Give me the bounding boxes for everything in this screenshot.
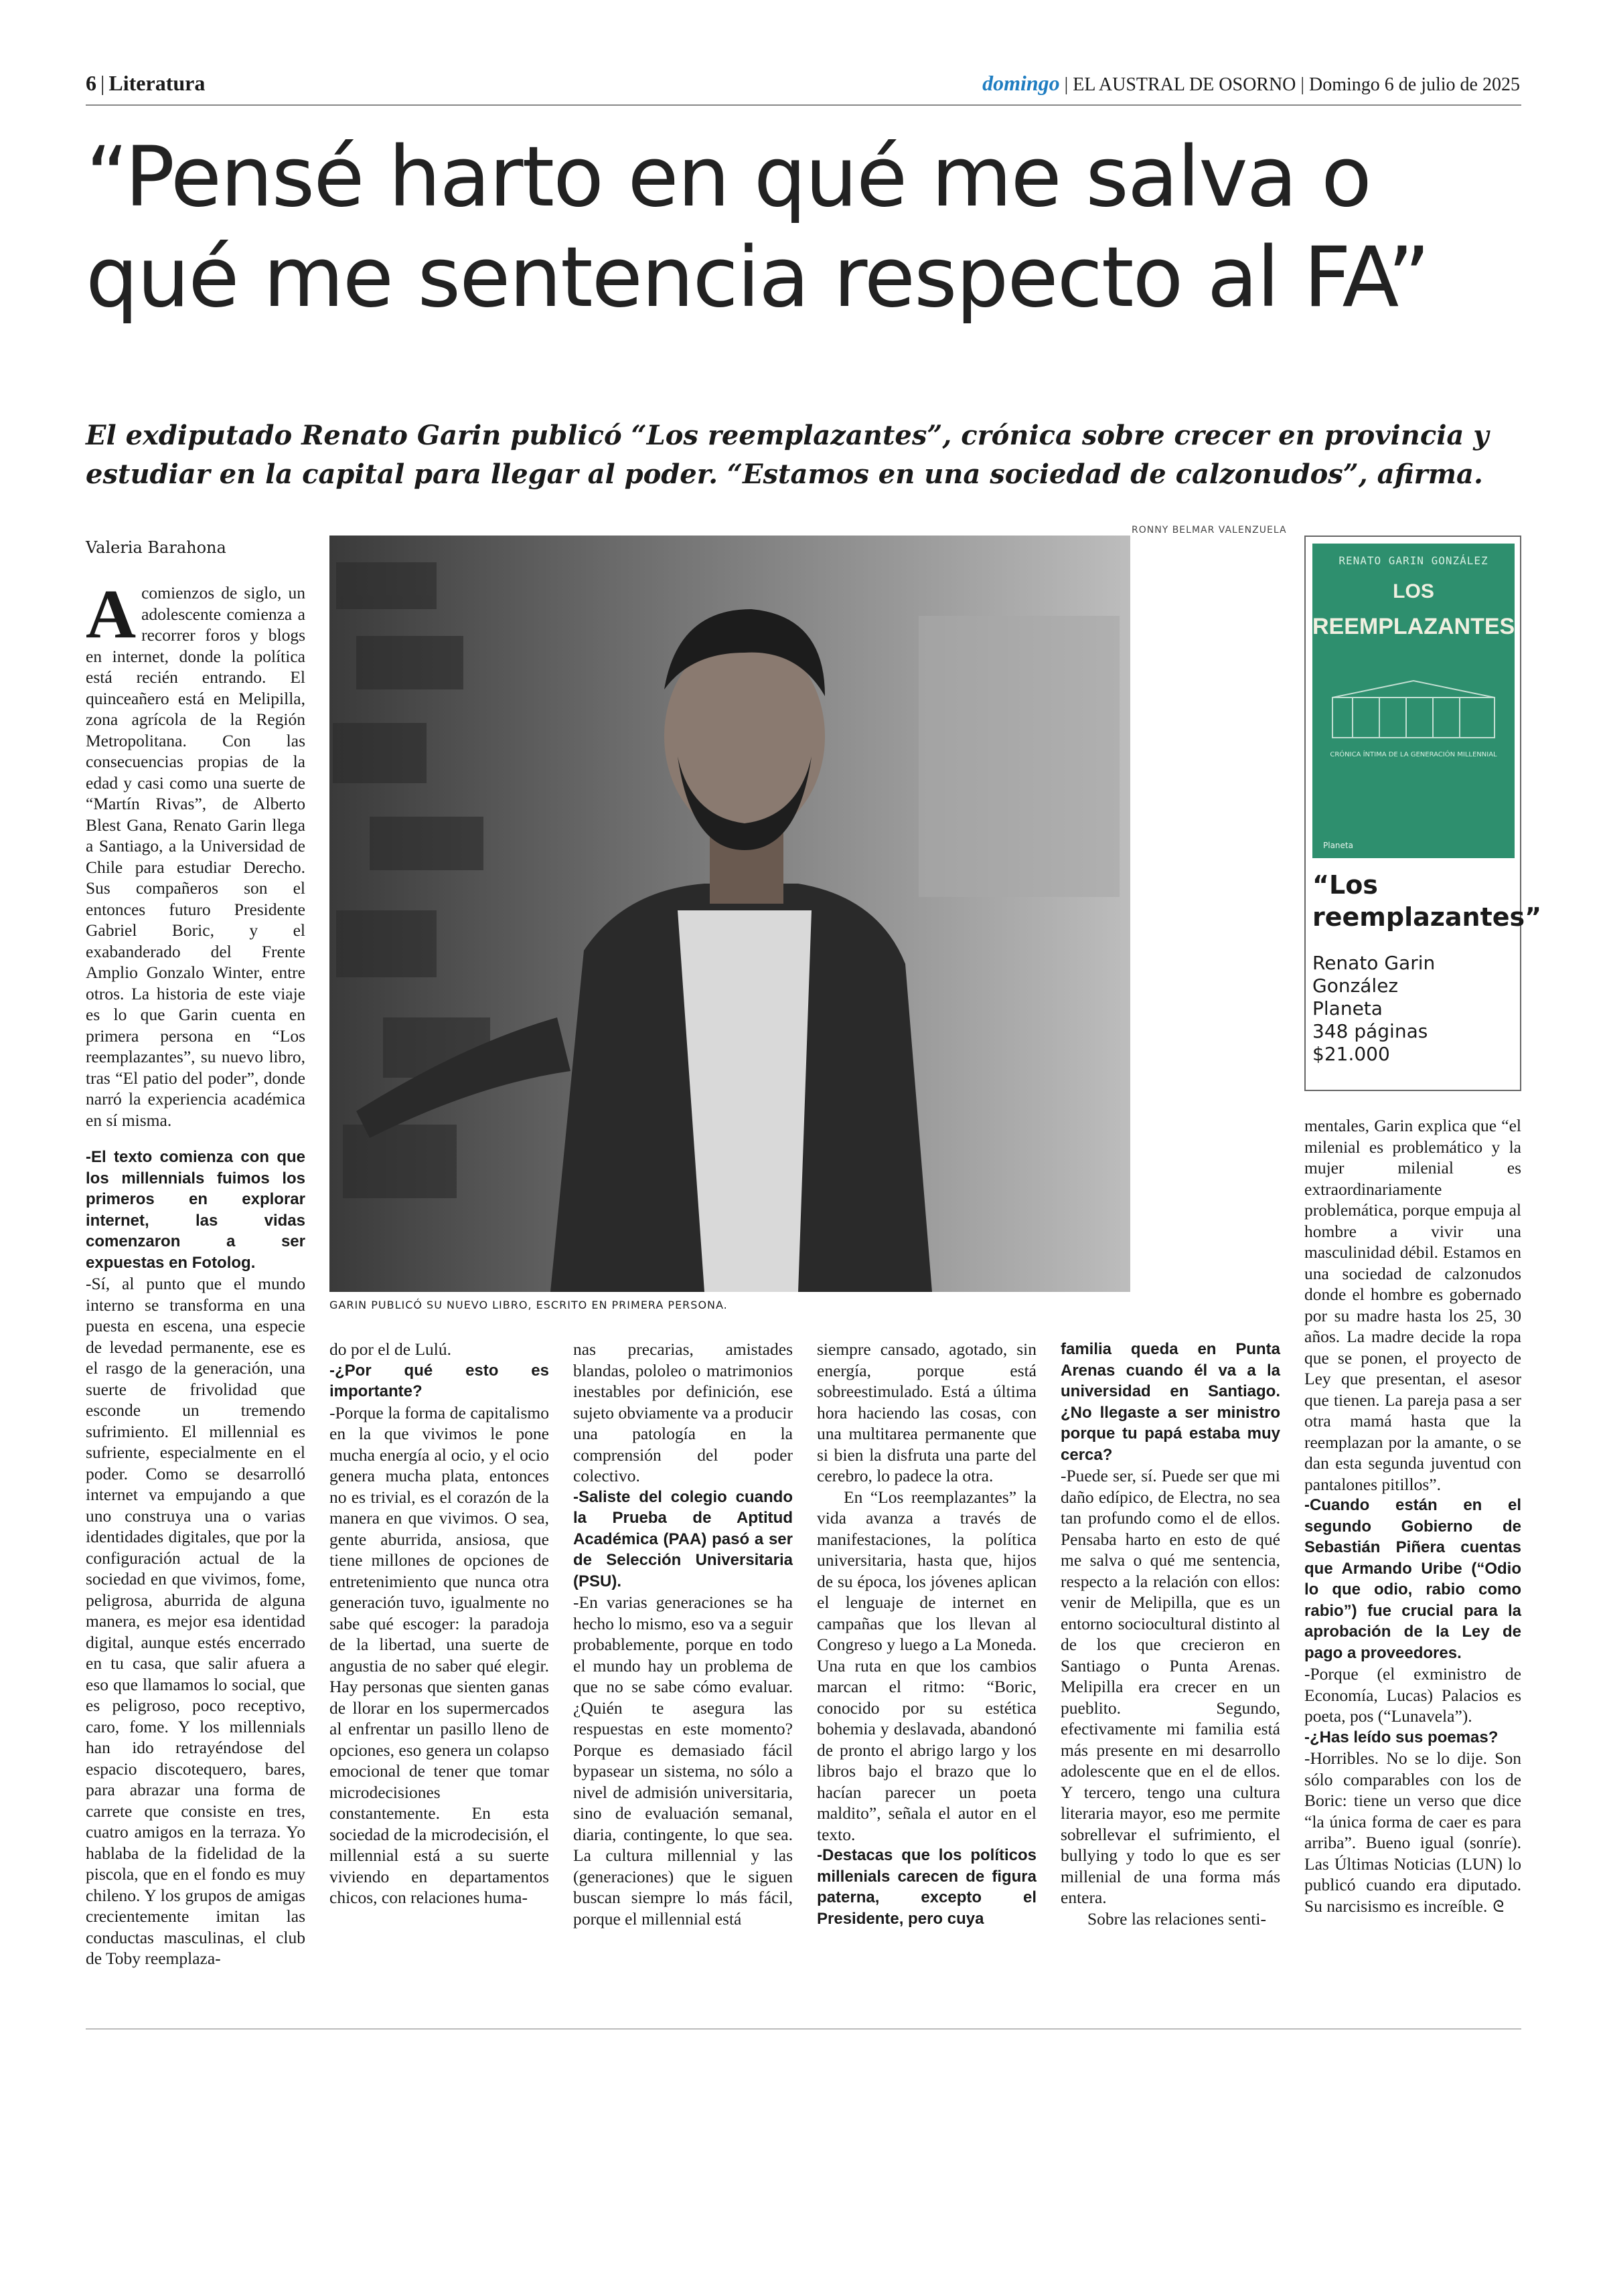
footer-rule (86, 2028, 1521, 2030)
end-mark-icon: ᘓ (1493, 1898, 1505, 1916)
book-info-box (1304, 536, 1542, 1091)
paragraph (86, 576, 305, 1131)
article-column-2 (329, 1339, 549, 1908)
interview-answer: -Puede ser, sí. Puede ser que mi daño edípico, de Electra, no sea tan profundo como el de ellos. Pensaba harto en esto de qué me salva o qué me sentencia, respecto a la relación con ellos: venir de Melipilla, que es un entorno sociocultural distinto al de los que crecieron en Santiago o Punta Arenas. Melipilla era crecer en un pueblito. Segundo, efectivamente mi familia está más presente en mi desarrollo adolescente que en el de ellos. Y tercero, tengo una cultura literaria mayor, eso me permite sobrellevar el sufrimiento, el bullying y todo lo que es ser millenial de una forma más entera. (1061, 1466, 1280, 1907)
page-header-left: 6 | Literatura (86, 71, 206, 95)
book-cover-author: RENATO GARIN GONZÁLEZ (1338, 554, 1488, 567)
interview-answer: -Porque (el exministro de Economía, Lucas) Palacios es poeta, pos (“Lunavela”). (1304, 1664, 1521, 1726)
interview-question: -Cuando están en el segundo Gobierno de Sebastián Piñera cuentas que Armando Uribe (“Odio lo que odio, rabio como rabio”) fue crucial para la aprobación de la Ley de pago a proveedores. (1304, 1496, 1521, 1662)
supplement-brand: domingo (982, 71, 1060, 95)
article-column-4 (817, 1339, 1037, 1929)
photo-caption: GARIN PUBLICÓ SU NUEVO LIBRO, ESCRITO EN PRIMERA PERSONA. (329, 1299, 728, 1311)
book-details (1312, 952, 1513, 1066)
paragraph: mentales, Garin explica que “el milenial es problemático y la mujer milenial es extraordinariamente problemática, porque empuja al hombre a vivir una masculinidad débil. Estamos en una sociedad de calzonudos donde el hombre es gobernado por su madre hasta los 25, 30 años. La madre decide la ropa que se ponen, el proyecto de Ley que presentan, el asesor que tienen. La pareja pasa a ser otra mamá hasta que la reemplazan por la amante, o se dan esta segunda juventud con pantalones pitillos”. (1304, 1116, 1521, 1494)
portrait-illustration (329, 536, 1130, 1292)
interview-question: -Destacas que los políticos millenials carecen de figura paterna, excepto el Presidente, pero cuya (817, 1846, 1037, 1928)
interview-question: familia queda en Punta Arenas cuando él va a la universidad en Santiago. ¿No llegaste a ser ministro porque tu papá estaba muy cerca? (1061, 1340, 1280, 1464)
interview-answer: -Porque la forma de capitalismo en la que vivimos le pone mucha energía al ocio, y el ocio genera mucha plata, entonces no es trivial, es el corazón de la manera en que vivimos. O sea, gente aburrida, ansiosa, que tiene millones de opciones de entretenimiento que nunca otra generación tuvo, igualmente no sabe qué escoger: la paradoja de la libertad, una suerte de angustia de no saber qué elegir. Hay personas que sienten ganas de llorar en los supermercados al enfrentar un pasillo lleno de opciones, eso genera un colapso emocional de tener que tomar microdecisiones constantemente. En esta sociedad de la microdecisión, el millennial está a su suerte viviendo en departamentos chicos, con relaciones huma- (329, 1402, 549, 1907)
header-rule (86, 104, 1521, 106)
photo-credit: RONNY BELMAR VALENZUELA (1132, 525, 1287, 536)
interview-answer: -En varias generaciones se ha hecho lo mismo, eso va a seguir probablemente, porque en todo el mundo hay un problema de que no se sabe cómo evaluar. ¿Quién te asegura las respuestas en este momento? Porque es demasiado fácil bypasear un sistema, no sólo a nivel de admisión universitaria, sino de evaluación semanal, diaria, contingente, lo que sea. La cultura millennial y las (generaciones) que le siguen buscan siempre lo más fácil, porque el millennial está (573, 1592, 793, 1929)
paragraph: do por el de Lulú. (329, 1339, 451, 1359)
paragraph: siempre cansado, agotado, sin energía, porque está sobreestimulado. Está a última hora haciendo las cosas, con una multitarea permanente que si bien la disfruta una parte del cerebro, lo padece la otra. (817, 1339, 1037, 1485)
portrait-photo (329, 536, 1130, 1292)
book-publisher: Planeta (1312, 997, 1383, 1019)
book-cover-publisher: Planeta (1323, 841, 1353, 850)
interview-question: -Saliste del colegio cuando la Prueba de Aptitud Académica (PAA) pasó a ser de Selección Universitaria (PSU). (573, 1487, 793, 1590)
drop-cap: A (86, 576, 137, 653)
article-column-6 (1304, 1115, 1521, 1918)
book-price: $21.000 (1312, 1043, 1390, 1065)
interview-answer (1304, 1748, 1521, 1918)
book-cover-subtitle: CRÓNICA ÍNTIMA DE LA GENERACIÓN MILLENNIAL (1330, 751, 1497, 758)
page-header-right: domingo | EL AUSTRAL DE OSORNO | Domingo 6 de julio de 2025 (982, 71, 1520, 95)
paragraph: nas precarias, amistades blandas, pololeo o matrimonios inestables por definición, ese sujeto obviamente va a producir una patología en la comprensión del poder colectivo. (573, 1339, 793, 1485)
article-column-1 (86, 576, 305, 1969)
headline: “Pensé harto en qué me salva o qué me sentencia respecto al FA” (86, 129, 1430, 326)
newspaper-name: EL AUSTRAL DE OSORNO (1073, 74, 1296, 95)
building-illustration-icon (1326, 677, 1501, 744)
article-column-5 (1061, 1339, 1280, 1929)
interview-question: -El texto comienza con que los millennials fuimos los primeros en explorar internet, las vidas comenzaron a ser expuestas en Fotolog. (86, 1148, 305, 1272)
paragraph: Sobre las relaciones senti- (1087, 1908, 1266, 1929)
book-cover (1312, 544, 1515, 858)
book-cover-title-line2: REEMPLAZANTES (1312, 614, 1515, 639)
book-pages: 348 páginas (1312, 1020, 1428, 1042)
book-title: “Los reemplazantes” (1312, 870, 1542, 932)
answer-text: -Horribles. No se lo dije. Son sólo comparables con los de Boric: tiene un verso que dice “la única forma de caer es para arriba”. Bueno igual (sonríe). Las Últimas Noticias (LUN) lo publicó cuando era diputado. Su narcisismo es increíble. (1304, 1748, 1521, 1916)
section-name: Literatura (108, 71, 206, 95)
page-number: 6 (86, 71, 96, 95)
interview-answer: -Sí, al punto que el mundo interno se transforma en una puesta en escena, una especie de levedad permanente, ese es el rasgo de la generación, una suerte de frivolidad que esconde un tremendo sufrimiento. El millennial es sufriente, especialmente en el poder. Como se desarrolló internet va empujando a que uno construya una o varias identidades digitales, que por la configuración actual de la sociedad en que vivimos, fome, peligrosa, aburrida de alguna manera, es mejor esa identidad digital, aunque estés encerrado en tu casa, que salir afuera a eso que llamamos lo social, que es peligroso, poco receptivo, caro, fome. Y los millennials han ido retrayéndose del espacio discotequero, bares, para abrazar una forma de carrete que consiste en tres, cuatro amigos en la terraza. Yo hablaba de la fidelidad de la piscola, que en el fondo es muy chileno. Y los grupos de amigas crecientemente imitan las conductas masculinas, el club de Toby reemplaza- (86, 1274, 305, 1968)
paragraph: En “Los reemplazantes” la vida avanza a través de manifestaciones, la política universitaria, hasta que, hijos de su época, los jóvenes aplican el lenguaje de internet en campañas que los llevan al Congreso y luego a La Moneda. Una ruta en que los cambios marcan el ritmo: “Boric, conocido por su estética bohemia y deslavada, abandonó de pronto el abrigo largo y los libros bajo el brazo que lo hacían parecer un poeta maldito”, señala el autor en el texto. (817, 1487, 1037, 1844)
book-cover-title-line1: LOS (1393, 580, 1434, 602)
interview-question: -¿Has leído sus poemas? (1304, 1728, 1499, 1746)
article-column-3 (573, 1339, 793, 1929)
byline: Valeria Barahona (86, 538, 226, 557)
interview-question: -¿Por qué esto es importante? (329, 1361, 549, 1400)
dek: El exdiputado Renato Garin publicó “Los reemplazantes”, crónica sobre crecer en provincia y estudiar en la capital para llegar al poder. “Estamos en una sociedad de calzonudos”, afirma. (86, 420, 1489, 490)
issue-date: Domingo 6 de julio de 2025 (1309, 74, 1520, 95)
book-author: Renato Garin González (1312, 952, 1436, 997)
paragraph-text: comienzos de siglo, un adolescente comienza a recorrer foros y blogs en internet, donde la política está recién entrando. El quinceañero está en Melipilla, zona agrícola de la Región Metropolitana. Con las consecuencias propias de la edad y casi como una suerte de “Martín Rivas”, de Alberto Blest Gana, Renato Garin llega a Santiago, a la Universidad de Chile para estudiar Derecho. Sus compañeros son el entonces futuro Presidente Gabriel Boric, y el exabanderado del Frente Amplio Gonzalo Winter, entre otros. La historia de este viaje es lo que Garin cuenta en primera persona en “Los reemplazantes”, su nuevo libro, tras “El patio del poder”, donde narró la experiencia académica en sí misma. (86, 583, 305, 1130)
book-cover-title (1312, 574, 1515, 644)
